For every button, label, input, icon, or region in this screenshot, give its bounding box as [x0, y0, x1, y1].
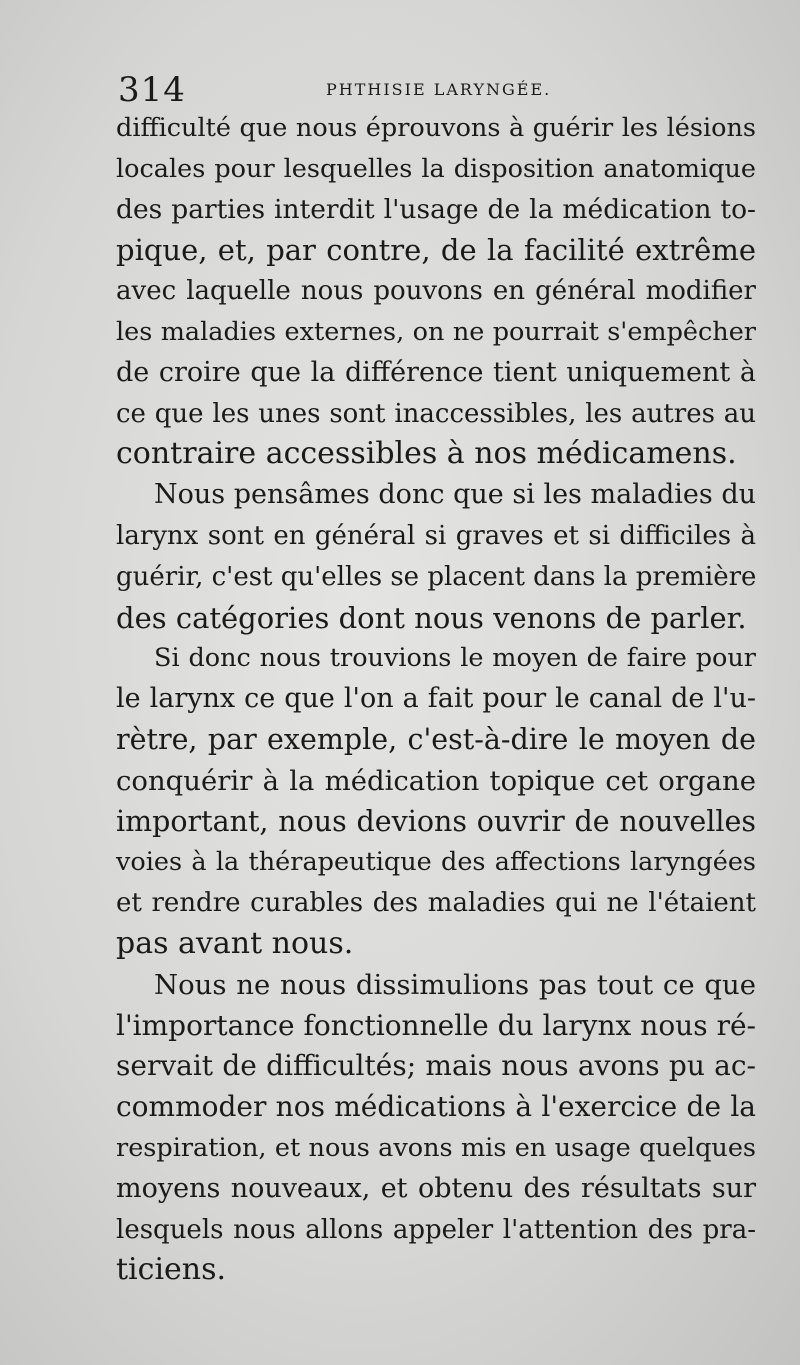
- text-line: respiration, et nous avons mis en usage quelques: [116, 1132, 756, 1163]
- page-header: [118, 70, 758, 110]
- paragraph-4: [116, 965, 756, 1291]
- text-line: pique, et, par contre, de la facilité extrême: [116, 233, 756, 268]
- text-line: Si donc nous trouvions le moyen de faire pour: [154, 643, 756, 674]
- text-line: commoder nos médications à l'exercice de la: [116, 1090, 756, 1124]
- paragraph-3: [116, 638, 756, 964]
- text-line: conquérir à la médication topique cet organe: [116, 764, 756, 797]
- text-line: contraire accessibles à nos médicamens.: [116, 436, 737, 472]
- text-line: rètre, par exemple, c'est-à-dire le moyen de: [116, 722, 756, 756]
- text-line: voies à la thérapeutique des affections laryngées: [116, 847, 756, 878]
- text-line: difficulté que nous éprouvons à guérir les lésions: [116, 113, 756, 143]
- text-line: de croire que la différence tient uniquement à: [116, 356, 756, 388]
- text-line: pas avant nous.: [116, 925, 354, 961]
- text-line: Nous pensâmes donc que si les maladies du: [154, 479, 756, 511]
- text-line: des catégories dont nous venons de parler.: [116, 600, 747, 635]
- text-line: des parties interdit l'usage de la médication to-: [116, 193, 756, 225]
- text-line: avec laquelle nous pouvons en général modifier: [116, 276, 756, 307]
- running-head: PHTHISIE LARYNGÉE.: [326, 80, 552, 99]
- paragraph-1: [116, 108, 756, 475]
- text-line: lesquels nous allons appeler l'attention des pra-: [116, 1214, 756, 1245]
- text-line: larynx sont en général si graves et si difficiles à: [116, 520, 756, 551]
- body-text: [116, 108, 756, 1291]
- text-line: le larynx ce que l'on a fait pour le canal de l'u-: [116, 683, 756, 715]
- text-line: et rendre curables des maladies qui ne l'étaient: [116, 888, 756, 919]
- text-line: Nous ne nous dissimulions pas tout ce que: [154, 968, 756, 1001]
- paragraph-2: [116, 475, 756, 638]
- text-line: moyens nouveaux, et obtenu des résultats sur: [116, 1172, 756, 1204]
- text-line: important, nous devions ouvrir de nouvelles: [116, 804, 756, 838]
- text-line: locales pour lesquelles la disposition anatomique: [116, 153, 756, 184]
- page-number: 314: [118, 70, 186, 110]
- text-line: l'importance fonctionnelle du larynx nous ré-: [116, 1008, 756, 1042]
- text-line: ce que les unes sont inaccessibles, les autres au: [116, 398, 756, 429]
- text-line: guérir, c'est qu'elles se placent dans la première: [116, 561, 757, 592]
- text-line: ticiens.: [116, 1252, 227, 1288]
- text-line: les maladies externes, on ne pourrait s'empêcher: [116, 316, 756, 347]
- text-line: servait de difficultés; mais nous avons pu ac-: [116, 1049, 756, 1083]
